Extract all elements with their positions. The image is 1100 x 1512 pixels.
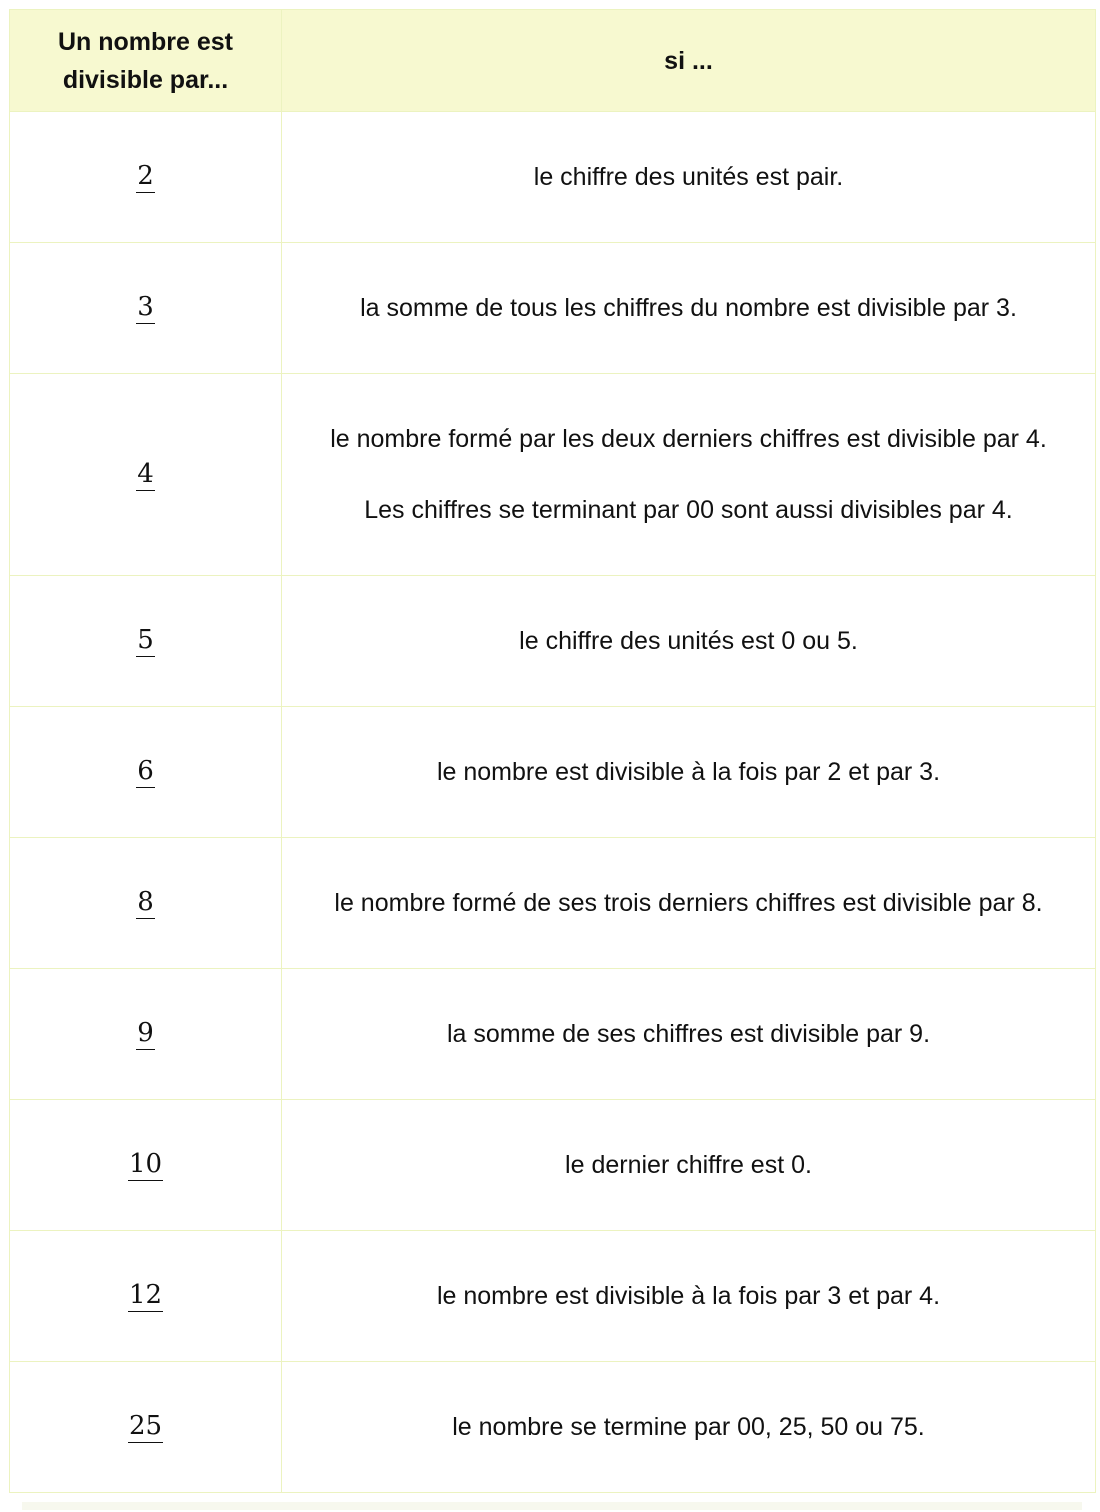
divisor-value: 5 xyxy=(137,625,154,655)
divisor-value: 25 xyxy=(128,1411,163,1441)
table-header xyxy=(10,10,1096,112)
scroll-edge xyxy=(22,1502,1082,1510)
table-row xyxy=(10,576,1096,707)
rule-cell xyxy=(282,1362,1096,1493)
table-body xyxy=(10,112,1096,1493)
rule-text-secondary: Les chiffres se terminant par 00 sont aussi divisibles par 4. xyxy=(364,496,1013,524)
table-row xyxy=(10,374,1096,576)
rule-text: le nombre est divisible à la fois par 3 et par 4. xyxy=(436,1282,941,1310)
rule-text: le dernier chiffre est 0. xyxy=(565,1151,812,1179)
header-divisor xyxy=(10,10,282,112)
rule-cell xyxy=(282,1231,1096,1362)
rule-text: la somme de ses chiffres est divisible par 9. xyxy=(446,1020,931,1048)
divisor-value: 2 xyxy=(137,161,154,191)
rule-cell xyxy=(282,1100,1096,1231)
rule-text: le nombre formé de ses trois derniers chiffres est divisible par 8. xyxy=(334,889,1043,917)
divisor-cell xyxy=(10,1362,282,1493)
rule-text: la somme de tous les chiffres du nombre est divisible par 3. xyxy=(360,294,1017,322)
rule-text: le nombre formé par les deux derniers chiffres est divisible par 4. xyxy=(330,425,1047,453)
divisor-cell xyxy=(10,243,282,374)
header-condition xyxy=(282,10,1096,112)
divisor-value: 8 xyxy=(137,887,154,917)
rule-text: le nombre se termine par 00, 25, 50 ou 75. xyxy=(452,1413,925,1441)
divisor-cell xyxy=(10,1100,282,1231)
table-row xyxy=(10,1362,1096,1493)
divisor-value: 9 xyxy=(137,1018,154,1048)
divisor-cell xyxy=(10,1231,282,1362)
divisor-cell xyxy=(10,112,282,243)
table-row xyxy=(10,1231,1096,1362)
table-row xyxy=(10,1100,1096,1231)
divisibility-table xyxy=(9,9,1096,1493)
rule-cell xyxy=(282,969,1096,1100)
rule-cell xyxy=(282,576,1096,707)
header-divisor-label: Un nombre est divisible par... xyxy=(57,27,234,94)
rule-cell xyxy=(282,707,1096,838)
divisor-value: 4 xyxy=(137,458,154,489)
divisor-cell xyxy=(10,576,282,707)
rule-cell xyxy=(282,243,1096,374)
divisor-cell xyxy=(10,707,282,838)
rule-text: le nombre est divisible à la fois par 2 et par 3. xyxy=(436,758,941,786)
table-row xyxy=(10,838,1096,969)
divisor-cell xyxy=(10,374,282,576)
rule-text: le chiffre des unités est 0 ou 5. xyxy=(519,627,858,655)
divisor-value: 12 xyxy=(128,1280,163,1310)
rule-cell xyxy=(282,112,1096,243)
rule-cell xyxy=(282,374,1096,576)
table-row xyxy=(10,243,1096,374)
header-condition-label: si ... xyxy=(664,46,713,75)
divisor-cell xyxy=(10,969,282,1100)
divisor-value: 6 xyxy=(137,756,154,786)
table-row xyxy=(10,969,1096,1100)
rule-cell xyxy=(282,838,1096,969)
table-row xyxy=(10,707,1096,838)
header-row xyxy=(10,10,1096,112)
divisor-cell xyxy=(10,838,282,969)
divisor-value: 10 xyxy=(128,1149,163,1179)
rule-text: le chiffre des unités est pair. xyxy=(533,163,844,191)
divisor-value: 3 xyxy=(137,292,154,322)
table-row xyxy=(10,112,1096,243)
